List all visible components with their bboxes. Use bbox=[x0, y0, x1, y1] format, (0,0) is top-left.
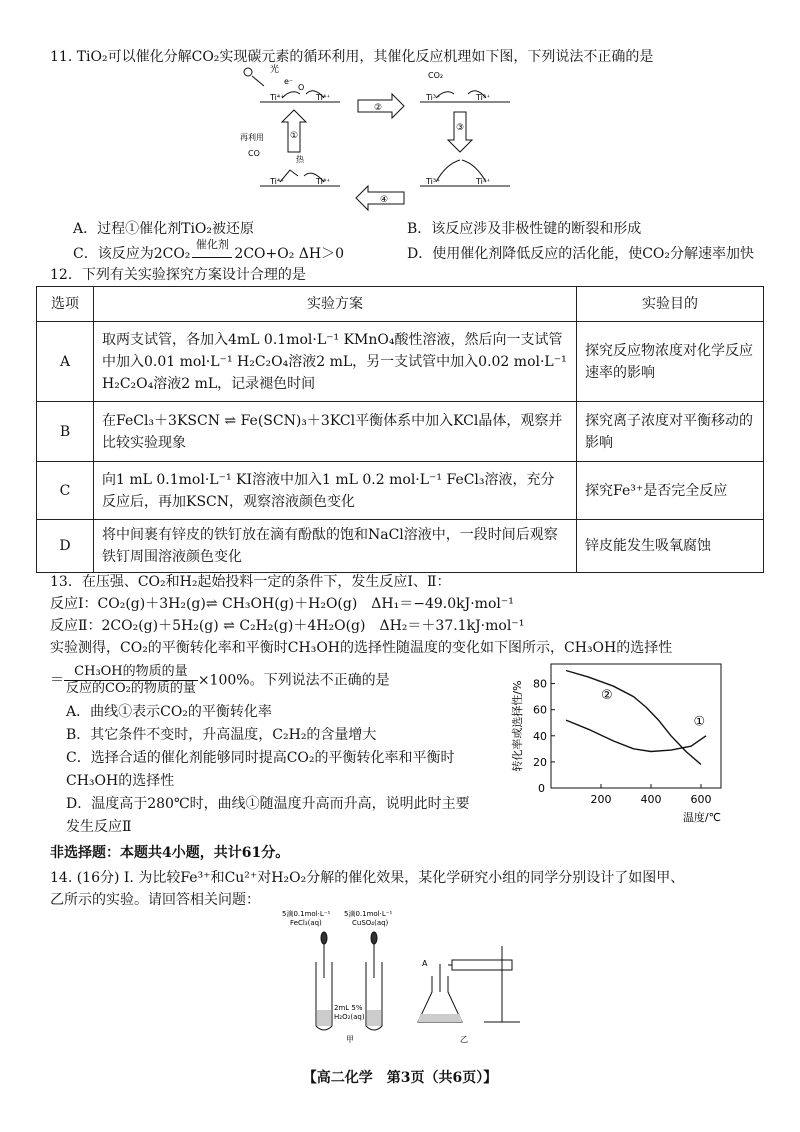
step-2-label: ② bbox=[374, 103, 383, 113]
row-plan: 向1 mL 0.1mol·L⁻¹ KI溶液中加入1 mL 0.2 mol·L⁻¹ FeCl₃溶液，充分反应后，再加KSCN，观察溶液颜色变化 bbox=[94, 462, 577, 520]
q14-stem-line-1: 14. (16分) Ⅰ. 为比较Fe³⁺和Cu²⁺对H₂O₂分解的催化效果，某化学研究小组的同学分别设计了如图甲、 bbox=[50, 870, 685, 886]
selectivity-fraction bbox=[64, 664, 198, 697]
x-tick-label: 400 bbox=[640, 793, 662, 806]
label-a: A bbox=[422, 959, 428, 968]
formula-tail: ×100%。下列说法不正确的是 bbox=[197, 672, 390, 689]
table-row bbox=[37, 520, 764, 573]
ti4-label-3: Ti⁴⁺ bbox=[270, 177, 285, 186]
ti4-label-4: Ti⁴⁺ bbox=[316, 177, 331, 186]
ti3-label: Ti³⁺ bbox=[426, 93, 441, 102]
light-label: 光 bbox=[270, 65, 280, 75]
figure-yi-label: 乙 bbox=[460, 1035, 468, 1044]
row-goal: 探究离子浓度对平衡移动的影响 bbox=[577, 402, 764, 462]
row-goal: 探究Fe³⁺是否完全反应 bbox=[577, 462, 764, 520]
dropper-2-label-b: CuSO₄(aq) bbox=[352, 919, 389, 927]
heat-label: 热 bbox=[296, 155, 304, 164]
y-tick-label: 40 bbox=[533, 729, 547, 743]
ti3-label-2: Ti³⁺ bbox=[476, 93, 491, 102]
dropper-1-label-b: FeCl₃(aq) bbox=[290, 919, 322, 927]
q12-stem: 12．下列有关实验探究方案设计合理的是 bbox=[50, 267, 306, 283]
x-axis-label: 温度/℃ bbox=[682, 811, 721, 824]
q11-option-d[interactable]: D．使用催化剂降低反应的活化能，使CO₂分解速率加快 bbox=[407, 246, 755, 262]
q11-option-c-condition: 催化剂 bbox=[195, 238, 229, 251]
fraction-numerator: CH₃OH的物质的量 bbox=[64, 664, 198, 681]
nonchoice-heading: 非选择题：本题共4小题，共计61分。 bbox=[50, 845, 290, 861]
row-plan: 将中间裹有锌皮的铁钉放在滴有酚酞的饱和NaCl溶液中，一段时间后观察铁钉周围溶液颜色变化 bbox=[94, 520, 577, 573]
solution-label-a: 2mL 5% bbox=[334, 1004, 363, 1012]
table-row bbox=[37, 402, 764, 462]
q13-option-c[interactable]: C．选择合适的催化剂能够同时提高CO₂的平衡转化率和平衡时 bbox=[66, 750, 455, 766]
ti3-label-3: Ti³⁺ bbox=[426, 177, 441, 186]
origin-label: 0 bbox=[538, 782, 545, 795]
ti4-label-2: Ti⁴⁺ bbox=[316, 93, 331, 102]
formula-equals: ＝ bbox=[50, 672, 64, 689]
row-plan: 取两支试管，各加入4mL 0.1mol·L⁻¹ KMnO₄酸性溶液，然后向一支试管中加入0.01 mol·L⁻¹ H₂C₂O₄溶液2 mL，另一支试管中加入0.02 mol·L⁻¹ H₂C₂O₄溶液2 mL，记录褪色时间 bbox=[94, 322, 577, 402]
q12-experiment-table bbox=[36, 286, 764, 573]
q11-stem: 11. TiO₂可以催化分解CO₂实现碳元素的循环利用，其催化反应机理如下图，下列说法不正确的是 bbox=[50, 49, 654, 65]
q13-option-d-cont: 发生反应Ⅱ bbox=[66, 819, 132, 835]
y-tick-label: 60 bbox=[533, 703, 547, 717]
q14-stem-line-2: 乙所示的实验。请回答相关问题： bbox=[50, 892, 260, 908]
reuse-label: 再利用 bbox=[240, 133, 264, 142]
dropper-1-label-a: 5滴0.1mol·L⁻¹ bbox=[282, 910, 331, 918]
series-line-2 bbox=[566, 671, 701, 765]
chart-series bbox=[566, 671, 706, 765]
row-goal: 探究反应物浓度对化学反应速率的影响 bbox=[577, 322, 764, 402]
row-option[interactable]: A bbox=[37, 322, 94, 402]
table-header-row bbox=[37, 287, 764, 322]
q13-selectivity-formula bbox=[50, 664, 390, 697]
o-label: O bbox=[298, 83, 305, 92]
conversion-selectivity-chart bbox=[505, 650, 745, 830]
x-tick-label: 600 bbox=[690, 793, 712, 806]
series-label-2: ② bbox=[601, 688, 613, 704]
page-footer: 【高二化学 第3页（共6页）】 bbox=[302, 1070, 498, 1086]
figure-jia-label: 甲 bbox=[346, 1035, 354, 1044]
electron-label: e⁻ bbox=[284, 77, 294, 86]
step-1-label: ① bbox=[290, 131, 299, 141]
co-label: CO bbox=[248, 149, 260, 158]
droppers bbox=[321, 932, 377, 978]
ti4-label: Ti⁴⁺ bbox=[270, 93, 285, 102]
q13-option-a[interactable]: A．曲线①表示CO₂的平衡转化率 bbox=[66, 704, 272, 720]
q11-option-c-lhs: C．该反应为2CO₂ bbox=[73, 246, 191, 262]
q11-option-c[interactable] bbox=[73, 238, 345, 264]
y-tick-label: 20 bbox=[533, 755, 547, 769]
q13-reaction-2: 反应Ⅱ：2CO₂(g)＋5H₂(g) ⇌ C₂H₂(g)＋4H₂O(g) ΔH₂＝＋37.1kJ·mol⁻¹ bbox=[50, 618, 525, 634]
flask-syringe-apparatus bbox=[418, 946, 520, 1022]
solution-label-b: H₂O₂(aq) bbox=[334, 1013, 365, 1021]
header-option: 选项 bbox=[37, 287, 94, 322]
dropper-2-label-a: 5滴0.1mol·L⁻¹ bbox=[344, 910, 393, 918]
series-line-1 bbox=[566, 720, 706, 751]
q14-apparatus-figure bbox=[280, 906, 540, 1046]
q11-option-c-rhs: 2CO+O₂ ΔH＞0 bbox=[234, 246, 345, 262]
q11-option-b[interactable]: B．该反应涉及非极性键的断裂和形成 bbox=[407, 221, 642, 237]
q13-option-b[interactable]: B．其它条件不变时，升高温度，C₂H₂的含量增大 bbox=[66, 727, 377, 743]
series-label-1: ① bbox=[693, 714, 706, 730]
step-3-label: ③ bbox=[456, 123, 465, 133]
fraction-denominator: 反应的CO₂的物质的量 bbox=[66, 681, 196, 696]
row-option[interactable]: D bbox=[37, 520, 94, 573]
table-row bbox=[37, 322, 764, 402]
row-goal: 锌皮能发生吸氧腐蚀 bbox=[577, 520, 764, 573]
q13-measurement: 实验测得，CO₂的平衡转化率和平衡时CH₃OH的选择性随温度的变化如下图所示，CH₃OH的选择性 bbox=[50, 640, 673, 656]
catalytic-mechanism-diagram bbox=[240, 64, 540, 214]
ti3-label-4: Ti³⁺ bbox=[476, 177, 491, 186]
row-option[interactable]: B bbox=[37, 402, 94, 462]
q13-option-d[interactable]: D．温度高于280℃时，曲线①随温度升高而升高，说明此时主要 bbox=[66, 796, 470, 812]
step-4-label: ④ bbox=[380, 195, 389, 205]
header-goal: 实验目的 bbox=[577, 287, 764, 322]
co2-label: CO₂ bbox=[428, 71, 444, 80]
q11-option-a[interactable]: A．过程①催化剂TiO₂被还原 bbox=[73, 221, 255, 237]
y-axis-label: 转化率或选择性/% bbox=[511, 680, 524, 772]
q13-stem: 13．在压强、CO₂和H₂起始投料一定的条件下，发生反应Ⅰ、Ⅱ： bbox=[50, 574, 451, 590]
table-row bbox=[37, 462, 764, 520]
y-tick-label: 80 bbox=[533, 677, 547, 691]
x-tick-label: 200 bbox=[590, 793, 612, 806]
header-plan: 实验方案 bbox=[94, 287, 577, 322]
row-plan: 在FeCl₃＋3KSCN ⇌ Fe(SCN)₃＋3KCl平衡体系中加入KCl晶体，观察并比较实验现象 bbox=[94, 402, 577, 462]
q13-reaction-1: 反应Ⅰ：CO₂(g)＋3H₂(g)⇌ CH₃OH(g)＋H₂O(g) ΔH₁＝−49.0kJ·mol⁻¹ bbox=[50, 596, 514, 612]
q13-option-c-cont: CH₃OH的选择性 bbox=[66, 773, 175, 789]
row-option[interactable]: C bbox=[37, 462, 94, 520]
